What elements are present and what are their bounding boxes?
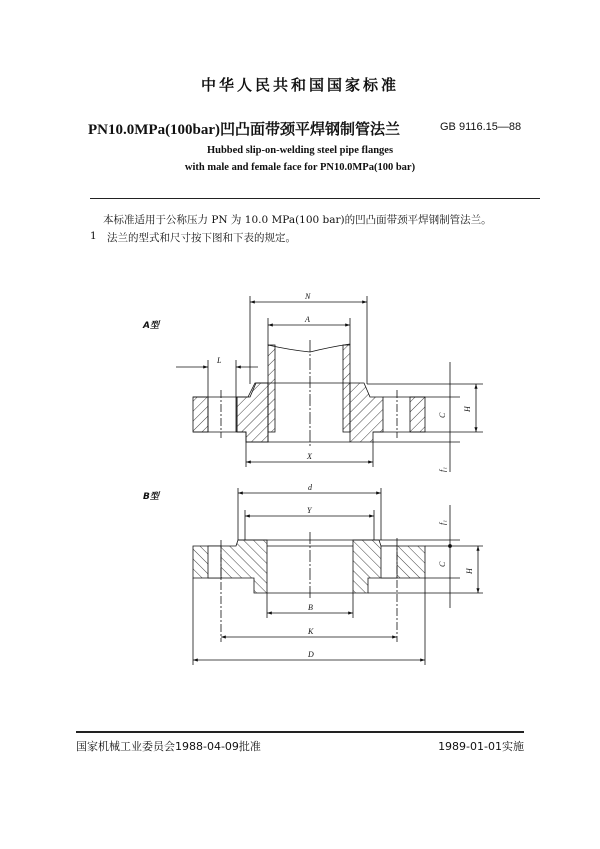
dim-h-a: H — [463, 406, 472, 412]
dim-b: B — [308, 603, 313, 612]
type-b-drawing — [143, 483, 483, 665]
dim-y: Y — [307, 506, 312, 515]
dim-h-b: H — [465, 568, 474, 574]
english-title-line2: with male and female face for PN10.0MPa(100 bar) — [184, 162, 416, 173]
standard-code: GB 9116.15—88 — [440, 121, 522, 133]
dim-x: X — [307, 452, 312, 461]
type-a-drawing — [142, 292, 483, 472]
dim-f1-a: f₁ — [438, 466, 447, 472]
approval-info: 国家机械工业委员会1988-04-09批准 — [76, 740, 261, 753]
clause-number: 1 — [90, 230, 97, 242]
dim-l: L — [217, 356, 222, 365]
dim-d-small: d — [308, 483, 312, 492]
effective-date: 1989-01-01实施 — [438, 740, 524, 753]
dim-f1-b: f₁ — [438, 519, 447, 525]
national-standard-heading: 中华人民共和国国家标准 — [200, 76, 399, 94]
dim-n: N — [305, 292, 311, 301]
english-title-line1: Hubbed slip-on-welding steel pipe flanges — [206, 145, 394, 156]
type-b-label: B型 — [143, 492, 159, 502]
scope-paragraph: 本标准适用于公称压力 PN 为 10.0 MPa(100 bar)的凹凸面带颈平焊钢制管法兰。 — [103, 214, 492, 226]
dim-a: A — [305, 315, 310, 324]
type-a-label: A型 — [143, 321, 159, 331]
dim-c-a: C — [438, 412, 447, 418]
footer-divider — [76, 731, 524, 733]
dim-c-b: C — [438, 561, 447, 567]
clause-text: 法兰的型式和尺寸按下图和下表的规定。 — [107, 232, 296, 244]
dim-d-large: D — [308, 650, 314, 659]
dim-k: K — [308, 627, 314, 636]
document-title: PN10.0MPa(100bar)凹凸面带颈平焊钢制管法兰 — [88, 122, 401, 138]
